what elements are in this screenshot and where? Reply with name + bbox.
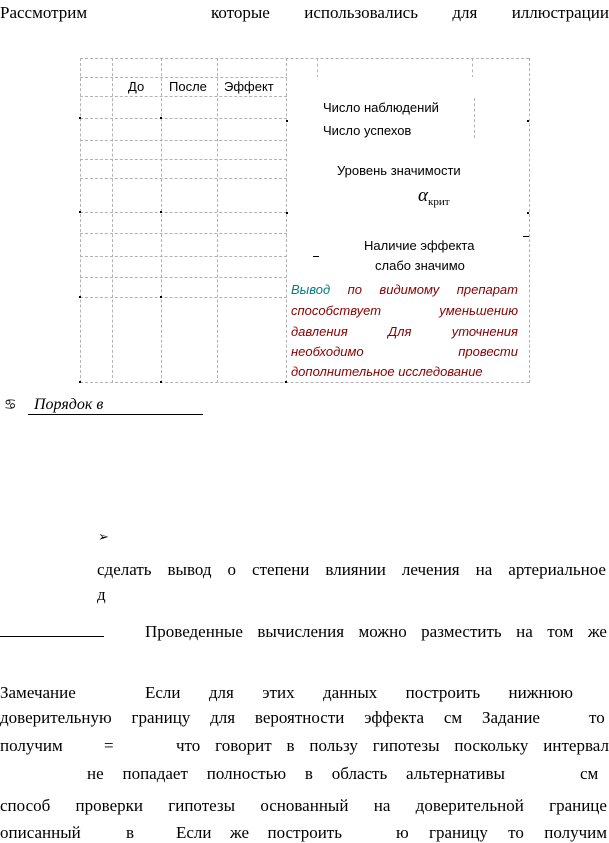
remark-word: вероятности (254, 708, 345, 727)
remark-word: в (304, 764, 313, 783)
remark-word: см (580, 764, 599, 783)
successes-count-label: Число успехов (323, 123, 412, 138)
cancer-zodiac-icon: ♋ (4, 397, 17, 413)
remark-word: Если (145, 683, 181, 702)
remark-heading: Замечание (0, 683, 76, 702)
remark-word: то (589, 708, 605, 727)
remark-word: для (210, 708, 236, 727)
remark-word: на (373, 796, 391, 815)
remark-word: Задание (481, 708, 540, 727)
remark-word: же (229, 823, 250, 842)
conclusion-line-4 (291, 344, 518, 359)
conclusion-word: давления (291, 324, 348, 339)
conclusion-line-5: дополнительное исследование (291, 364, 483, 379)
remark-word: получим (544, 823, 607, 842)
remark-word: границу (131, 708, 191, 727)
remark-word: проверки (75, 796, 143, 815)
remark-word: поскольку (454, 736, 529, 755)
paragraph-word: лечения (401, 560, 460, 579)
paragraph-word: сделать (97, 560, 152, 579)
section-title: Порядок в (34, 396, 104, 413)
remark-word: описанный (0, 823, 81, 842)
remark-word: данных (322, 683, 378, 702)
effect-significance-value: слабо значимо (375, 258, 465, 273)
remark-word: область (331, 764, 388, 783)
column-header-after: После (169, 79, 207, 94)
paragraph-word: влиянии (325, 560, 386, 579)
conclusion-word: видимому (379, 282, 440, 297)
remark-word: Если (176, 823, 212, 842)
conclusion-head: Вывод (291, 282, 331, 297)
paragraph-word: артериальное (508, 560, 606, 579)
conclusion-line-1 (291, 282, 518, 297)
paragraph-word: Проведенные (145, 622, 243, 641)
intro-word: иллюстрации (511, 3, 609, 22)
conclusion-word: по (347, 282, 362, 297)
paragraph-word: на (516, 622, 533, 641)
remark-word: говорит (215, 736, 272, 755)
remark-word: гипотезы (372, 736, 440, 755)
remark-word: см (443, 708, 463, 727)
remark-word: получим (0, 736, 63, 755)
remark-word: доверительную (0, 708, 112, 727)
remark-word: границе (549, 796, 607, 815)
remark-equals: = (104, 736, 114, 755)
remark-word: этих (262, 683, 295, 702)
remark-word: попадает (122, 764, 188, 783)
remark-word: границу (429, 823, 488, 842)
conclusion-line-2 (291, 303, 518, 318)
remark-word: что (176, 736, 201, 755)
remark-line-5 (0, 796, 607, 816)
conclusion-word: способствует (291, 303, 382, 318)
remark-word: не (87, 764, 104, 783)
paragraph-1-line-2: д (97, 585, 106, 604)
paragraph-word: о (227, 560, 237, 579)
remark-word: то (508, 823, 524, 842)
paragraph-2-line (145, 622, 607, 642)
observations-count-label: Число наблюдений (323, 100, 439, 115)
conclusion-word: необходимо (291, 344, 364, 359)
intro-word: которые (211, 3, 270, 22)
remark-word: интервал (543, 736, 609, 755)
paragraph-1-line-1 (97, 560, 606, 580)
paragraph-word: вывод (167, 560, 212, 579)
paragraph-word: вычисления (257, 622, 345, 641)
remark-word: полностью (206, 764, 287, 783)
intro-word-start: Рассмотрим (0, 3, 88, 22)
conclusion-word: провести (458, 344, 518, 359)
remark-word: в (125, 823, 134, 842)
alpha-symbol: α (418, 185, 428, 206)
paragraph-word: на (475, 560, 493, 579)
conclusion-word: Для (387, 324, 412, 339)
remark-word: гипотезы (168, 796, 236, 815)
effect-presence-label: Наличие эффекта (364, 238, 475, 253)
remark-word: способ (0, 796, 51, 815)
remark-word: доверительной (415, 796, 524, 815)
remark-word: для (208, 683, 234, 702)
remark-word: нижнюю (508, 683, 573, 702)
paragraph-word: можно (358, 622, 407, 641)
remark-word: построить (267, 823, 342, 842)
conclusion-line-3 (291, 324, 518, 339)
column-header-effect: Эффект (224, 79, 274, 94)
conclusion-word: препарат (456, 282, 518, 297)
remark-word: основанный (260, 796, 349, 815)
alpha-critical (418, 185, 450, 208)
conclusion-word: уточнения (451, 324, 518, 339)
alpha-subscript: крит (427, 196, 450, 209)
remark-word: ю (396, 823, 409, 842)
paragraph-word: же (587, 622, 607, 641)
significance-level-label: Уровень значимости (337, 163, 461, 178)
intro-word: для (452, 3, 478, 22)
paragraph-word: том (547, 622, 574, 641)
remark-word: в (286, 736, 295, 755)
paragraph-word: степени (252, 560, 310, 579)
remark-word: пользу (309, 736, 358, 755)
remark-word: построить (405, 683, 481, 702)
arrowhead-bullet-icon: ➢ (98, 530, 109, 545)
column-header-before: До (128, 79, 145, 94)
remark-word: эффекта (364, 708, 425, 727)
remark-word: альтернативы (406, 764, 505, 783)
intro-word: использовались (304, 3, 418, 22)
conclusion-word: уменьшению (439, 303, 518, 318)
paragraph-word: разместить (421, 622, 502, 641)
